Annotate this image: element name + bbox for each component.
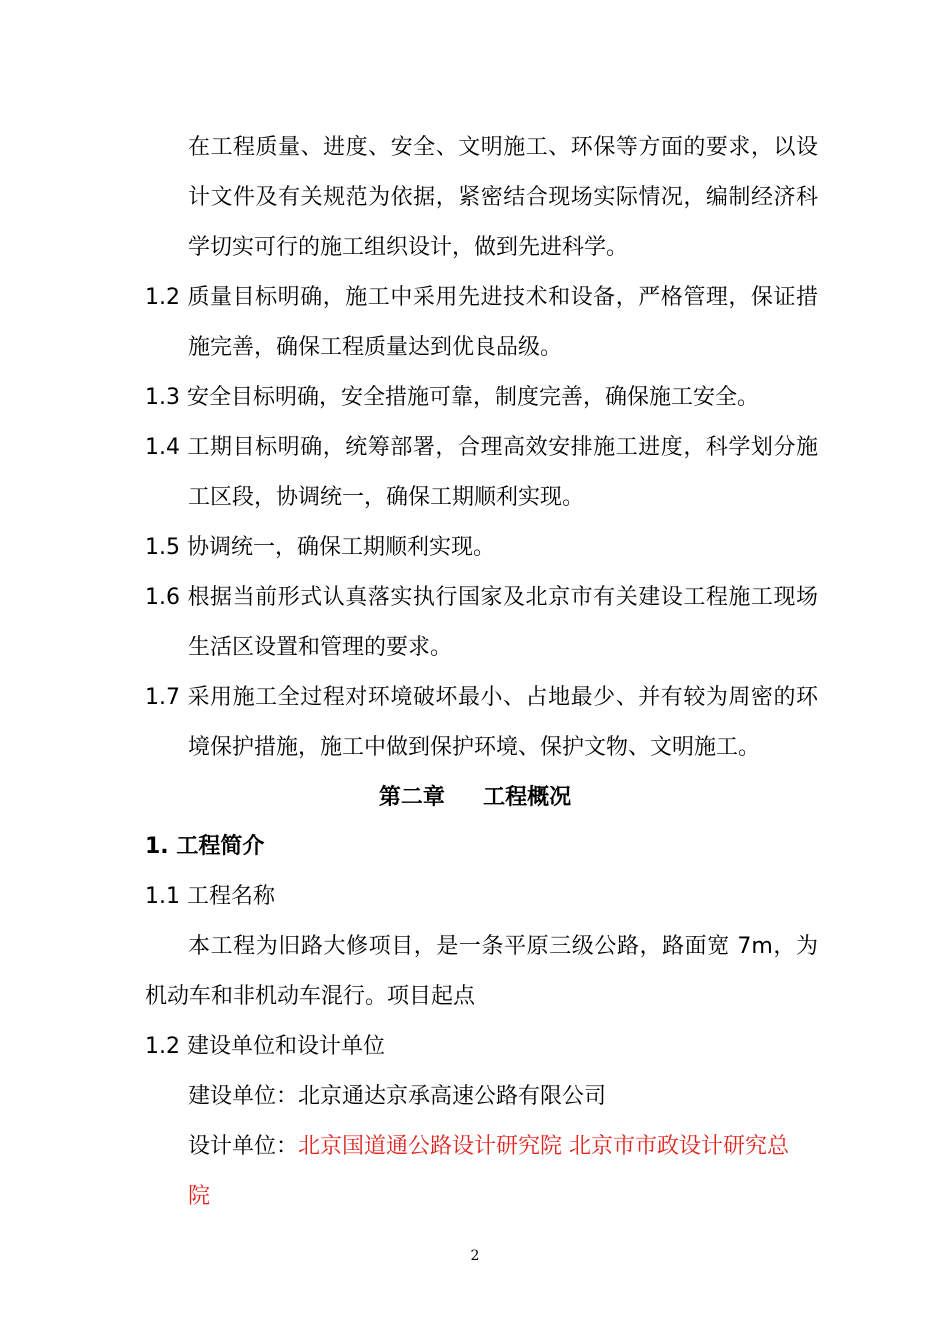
list-item-1-3: 1.3 安全目标明确，安全措施可靠，制度完善，确保施工安全。	[145, 385, 759, 410]
design-unit-line	[188, 1132, 818, 1162]
para-line: 在工程质量、进度、安全、文明施工、环保等方面的要求，以设	[188, 135, 818, 160]
para-line: 本工程为旧路大修项目，是一条平原三级公路，路面宽 7m，为	[188, 934, 818, 959]
design-unit-value: 北京国道通公路设计研究院 北京市市政设计研究总	[298, 1134, 790, 1159]
list-item-1-7-cont: 境保护措施，施工中做到保护环境、保护文物、文明施工。	[188, 735, 761, 760]
list-item-1-6: 1.6 根据当前形式认真落实执行国家及北京市有关建设工程施工现场	[145, 585, 818, 610]
list-item-1-2: 1.2 质量目标明确，施工中采用先进技术和设备，严格管理，保证措	[145, 285, 818, 310]
list-item-1-4-cont: 工区段，协调统一，确保工期顺利实现。	[188, 485, 585, 510]
para-line: 学切实可行的施工组织设计，做到先进科学。	[188, 235, 629, 260]
list-item-1-4: 1.4 工期目标明确，统筹部署，合理高效安排施工进度，科学划分施	[145, 435, 818, 460]
section-heading: 1. 工程简介	[145, 834, 265, 859]
list-item-1-2-cont: 施完善，确保工程质量达到优良品级。	[188, 335, 563, 360]
list-item-1-5: 1.5 协调统一，确保工期顺利实现。	[145, 535, 495, 560]
para-line: 机动车和非机动车混行。项目起点	[145, 984, 476, 1009]
list-item-1-7: 1.7 采用施工全过程对环境破坏最小、占地最少、并有较为周密的环	[145, 685, 818, 710]
build-unit-line: 建设单位：北京通达京承高速公路有限公司	[188, 1084, 607, 1109]
para-line: 计文件及有关规范为依据，紧密结合现场实际情况，编制经济科	[188, 185, 818, 210]
chapter-title: 第二章 工程概况	[378, 785, 572, 810]
design-unit-label: 设计单位：	[188, 1134, 299, 1159]
design-unit-value-cont: 院	[188, 1184, 211, 1209]
page-number: 2	[470, 1248, 480, 1264]
subsection-1-2: 1.2 建设单位和设计单位	[145, 1034, 385, 1059]
list-item-1-6-cont: 生活区设置和管理的要求。	[188, 635, 453, 660]
subsection-1-1: 1.1 工程名称	[145, 884, 275, 909]
